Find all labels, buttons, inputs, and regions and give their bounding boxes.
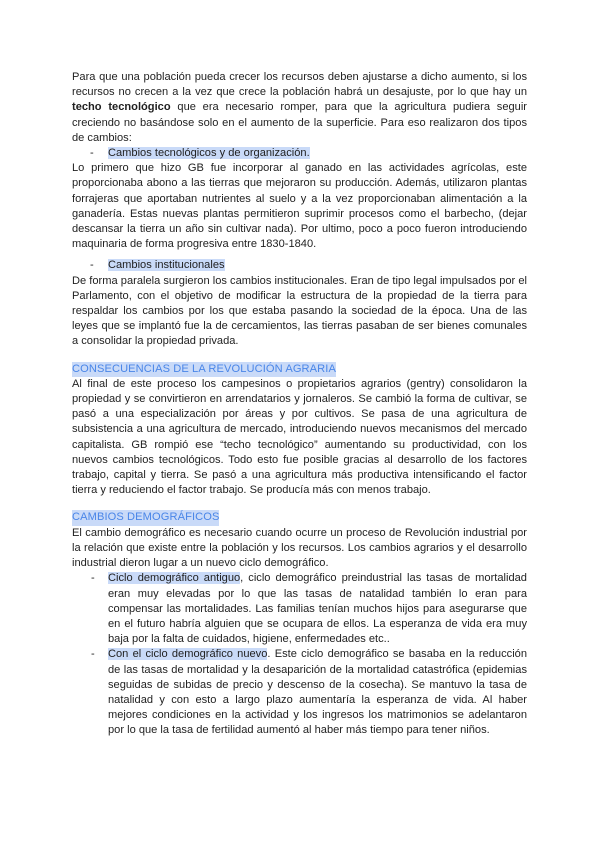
list-item (72, 571, 527, 647)
ciclo-nuevo-label: Con el ciclo demográfico nuevo (108, 648, 268, 661)
intro-text-1: Para que una población pueda crecer los recursos deben ajustarse a dicho aumento, si los recursos no crecen a la vez que crece la población habrá un desajuste, por lo que hay un (72, 71, 527, 99)
consecuencias-text: Al final de este proceso los campesinos o propietarios agrarios (gentry) consolidaron la propiedad y se convirtieron en arrendatarios y jornaleros. Se cambió la forma de cultivar, se pasó a una especialización por áreas y por cultivos. Se pasa de una agricultura de subsistencia a una agricultura de mercado, introduciendo nuevos mecanismos del mercado capitalista. GB rompió ese “techo tecnológico” aumentando su productividad, con los nuevos cambios tecnológicos. Todo esto fue posible gracias al desarrollo de los factores trabajo, capital y tierra. Se pasó a una agricultura más productiva intensificando el factor tierra y reduciendo el factor trabajo. Se producía más con menos trabajo. (72, 377, 527, 497)
bullet-dash: - (91, 648, 95, 661)
list-item (72, 647, 527, 738)
cambios-institucionales-label: Cambios institucionales (108, 259, 225, 272)
cambios-institucionales-text: De forma paralela surgieron los cambios institucionales. Eran de tipo legal impulsados por el Parlamento, con el objetivo de modificar la estructura de la propiedad de la tierra para respaldar los cambios por los que estaba pasando la sociedad de la época. Una de las leyes que se implantó fue la de cercamientos, las tierras pasaban de ser bienes comunales a consolidar la propiedad privada. (72, 274, 527, 348)
consecuencias-heading-row (72, 362, 527, 377)
bullet-cambios-tecnologicos (72, 146, 527, 161)
demograficos-text: El cambio demográfico es necesario cuando ocurre un proceso de Revolución industrial por la relación que existe entre la población y los recursos. Los cambios agrarios y el desarrollo industrial dieron lugar a un nuevo ciclo demográfico. (72, 526, 527, 570)
intro-text-2: que era necesario romper, para que la agricultura pudiera seguir creciendo no basándose solo en el aumento de la superficie. Para eso realizaron dos tipos de cambios: (72, 101, 528, 144)
bullet-dash: - (91, 572, 95, 585)
bullet-cambios-institucionales (72, 258, 527, 273)
demograficos-heading: CAMBIOS DEMOGRÁFICOS (72, 510, 219, 525)
cambios-tecnologicos-text: Lo primero que hizo GB fue incorporar al ganado en las actividades agrícolas, este proporcionaba abono a las tierras que mejoraron su producción. Además, utilizaron plantas forrajeras que aportaban nutrientes al suelo y a la vez proporcionaban alimentación a la ganadería. Estas nuevas plantas permitieron suprimir procesos como el barbecho, (dejar descansar la tierra un año sin cultivar nada). Por ultimo, poco a poco fueron introduciendo maquinaria de forma progresiva entre 1830-1840. (72, 162, 527, 251)
cambios-tecnologicos-label: Cambios tecnológicos y de organización. (108, 147, 310, 160)
bullet-dash: - (90, 147, 94, 160)
intro-paragraph (72, 70, 527, 146)
bullet-dash: - (90, 259, 94, 272)
ciclo-nuevo-text: . Este ciclo demográfico se basaba en la reducción de las tasas de mortalidad y la desaparición de la mortalidad catastrófica (epidemias seguidas de subidas de precio y descenso de la cosecha). Se mantuvo la tasa de natalidad y con esto a largo plazo aumentaría la esperanza de vida. Al haber mejores condiciones en la actividad y los ingresos los matrimonios se adelantaron por lo que la tasa de fertilidad aumentó al haber más tiempo para tener niños. (108, 648, 527, 737)
ciclo-antiguo-text: , ciclo demográfico preindustrial las tasas de mortalidad eran muy elevadas por lo que las tasas de natalidad también lo eran para compensar las mortalidades. Las familias tenían muchos hijos para asegurarse que en el futuro habría alguien que se ocupara de ellos. La esperanza de vida era muy baja por la falta de cuidados, higiene, enfermedades etc.. (108, 572, 527, 646)
consecuencias-heading: CONSECUENCIAS DE LA REVOLUCIÓN AGRARIA (72, 362, 336, 377)
demograficos-heading-row (72, 510, 527, 525)
ciclo-antiguo-label: Ciclo demográfico antiguo (108, 572, 241, 585)
intro-bold-term: techo tecnológico (72, 101, 171, 114)
